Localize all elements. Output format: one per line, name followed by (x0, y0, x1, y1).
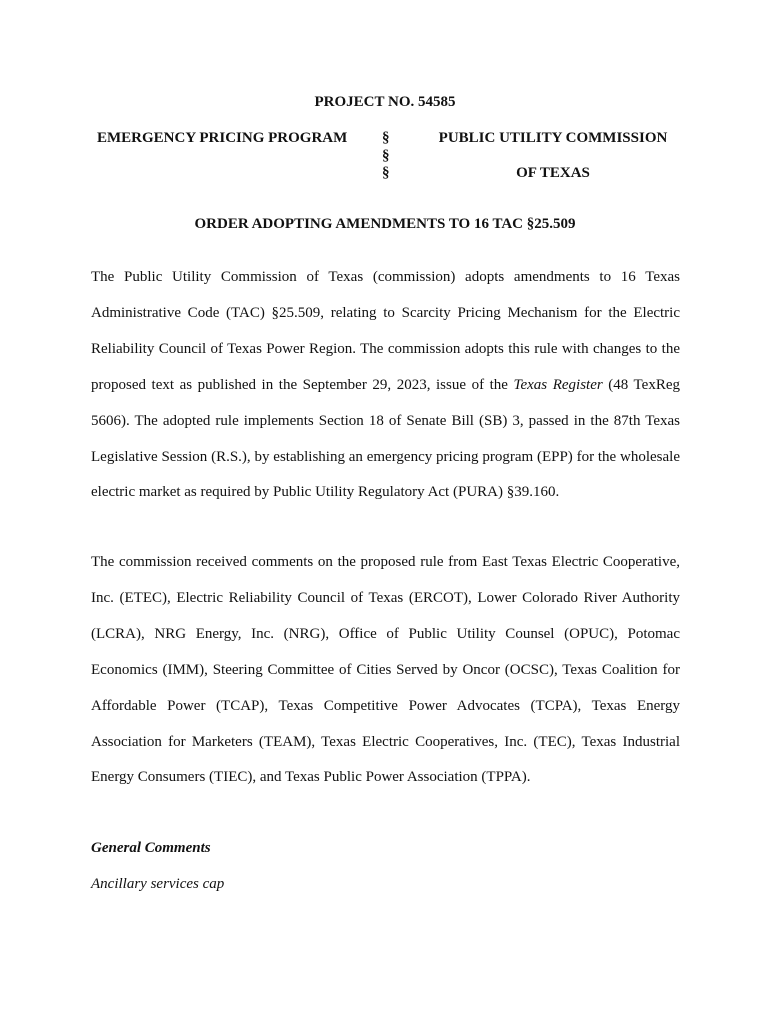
caption-left-title: EMERGENCY PRICING PROGRAM (97, 130, 348, 146)
section-symbol: § (382, 130, 390, 146)
intro-paragraph (91, 260, 680, 511)
intro-paragraph-part1: The Public Utility Commission of Texas (commission) adopts amendments to 16 Texas Administrative Code (TAC) §25.509, relating to Scarcity Pricing Mechanism for the Electric Reliability Council of Texas Power Region. The commission adopts this rule with changes to the proposed text as published in the September 29, 2023, issue of the (91, 269, 680, 393)
comments-paragraph: The commission received comments on the proposed rule from East Texas Electric Cooperative, Inc. (ETEC), Electric Reliability Council of Texas (ERCOT), Lower Colorado River Authority (LCRA), NRG Energy, Inc. (NRG), Office of Public Utility Counsel (OPUC), Potomac Economics (IMM), Steering Committee of Cities Served by Oncor (OCSC), Texas Coalition for Affordable Power (TCAP), Texas Competitive Power Advocates (TCPA), Texas Energy Association for Marketers (TEAM), Texas Electric Cooperatives, Inc. (TEC), Texas Industrial Energy Consumers (TIEC), and Texas Public Power Association (TPPA). (91, 554, 680, 786)
caption-right-line1: PUBLIC UTILITY COMMISSION (438, 130, 668, 146)
section-symbol: § (382, 147, 390, 164)
ancillary-services-heading: Ancillary services cap (91, 876, 225, 892)
caption-section-symbols (382, 130, 390, 183)
caption-right-line2: OF TEXAS (516, 165, 590, 181)
general-comments-heading: General Comments (91, 840, 211, 856)
intro-paragraph-part2: (48 TexReg 5606). The adopted rule implements Section 18 of Senate Bill (SB) 3, passed in the 87th Texas Legislative Session (R.S.), by establishing an emergency pricing program (EPP) for the wholesale electric market as required by Public Utility Regulatory Act (PURA) §39.160. (91, 376, 680, 501)
intro-paragraph-italic: Texas Register (513, 376, 603, 393)
project-number: PROJECT NO. 54585 (314, 94, 456, 110)
order-title: ORDER ADOPTING AMENDMENTS TO 16 TAC §25.509 (194, 216, 576, 232)
section-symbol: § (382, 165, 390, 181)
